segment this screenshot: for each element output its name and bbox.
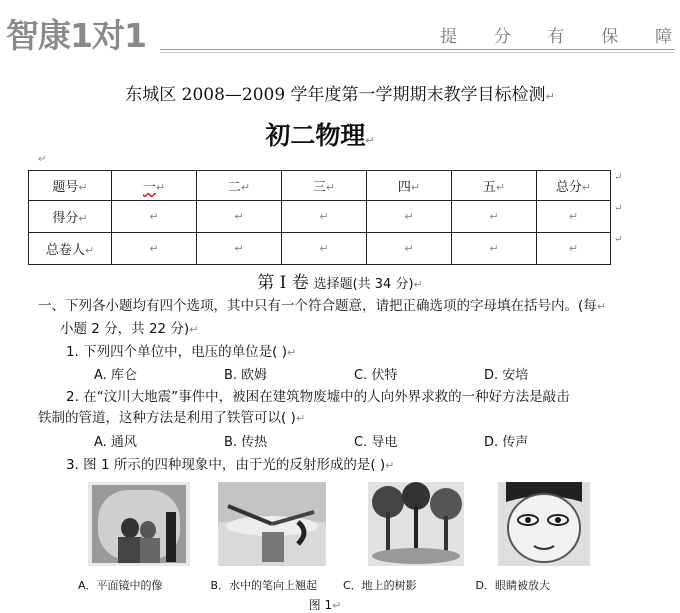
- score-cell[interactable]: ↵: [112, 201, 197, 233]
- return-mark-icon: ↵: [38, 154, 47, 165]
- score-cell[interactable]: ↵: [197, 201, 282, 233]
- option-c[interactable]: C. 导电: [354, 435, 398, 450]
- pen-in-water-photo: [218, 482, 326, 566]
- score-cell[interactable]: ↵: [112, 233, 197, 265]
- return-mark-icon: ↵: [365, 134, 375, 147]
- row-label: 总卷人↵: [29, 233, 112, 265]
- header-cell: 二↵: [197, 171, 282, 201]
- table-row-end-marks: ↵ ↵ ↵: [614, 172, 623, 245]
- header-cell: 题号↵: [29, 171, 112, 201]
- slogan-char: 保: [601, 27, 619, 47]
- header-cell: 一↵: [112, 171, 197, 201]
- header-cell: 五↵: [452, 171, 537, 201]
- slogan-char: 有: [547, 27, 565, 47]
- score-cell[interactable]: ↵: [452, 201, 537, 233]
- header-divider-secondary: [160, 52, 675, 53]
- header-cell: 总分↵: [537, 171, 611, 201]
- question-1-options: [94, 364, 614, 383]
- tree-shadow-photo: [368, 482, 464, 566]
- brand-logo: 智康1对1: [6, 16, 146, 55]
- option-d[interactable]: D. 安培: [484, 368, 529, 383]
- figure-1-images: [88, 482, 588, 566]
- instruction-line: 一、下列各小题均有四个选项，其中只有一个符合题意，请把正确选项的字母填在括号内。(每↵: [38, 298, 606, 314]
- figure-label: 图 1↵: [308, 598, 342, 612]
- caption-b: B．水中的笔向上翘起: [210, 579, 318, 592]
- score-table-header-row: [29, 171, 611, 201]
- score-cell[interactable]: ↵: [537, 233, 611, 265]
- caption-a: A．平面镜中的像: [78, 579, 163, 592]
- question-2: 2. 在“汶川大地震”事件中，被困在建筑物废墟中的人向外界求救的一种好方法是敲击: [66, 389, 570, 405]
- score-cell[interactable]: ↵: [367, 201, 452, 233]
- option-b[interactable]: B. 传热: [224, 435, 268, 450]
- section-heading: 第 I 卷 选择题(共 34 分)↵: [257, 273, 423, 293]
- score-cell[interactable]: ↵: [282, 201, 367, 233]
- score-cell[interactable]: ↵: [282, 233, 367, 265]
- header-cell: 三↵: [282, 171, 367, 201]
- instruction-line: 小题 2 分，共 22 分)↵: [60, 321, 199, 337]
- question-2-continued: 铁制的管道，这种方法是利用了铁管可以( )↵: [38, 410, 306, 426]
- slogan-char: 障: [655, 27, 672, 47]
- option-a[interactable]: A. 库仑: [94, 368, 137, 383]
- row-label: 得分↵: [29, 201, 112, 233]
- score-table-row: [29, 201, 611, 233]
- slogan: [440, 22, 672, 47]
- slogan-char: 分: [493, 27, 511, 47]
- page-header: [0, 0, 680, 56]
- figure-1-captions: [78, 577, 608, 593]
- option-b[interactable]: B. 欧姆: [224, 368, 268, 383]
- header-divider: [160, 49, 675, 50]
- score-cell[interactable]: ↵: [197, 233, 282, 265]
- question-2-options: [94, 431, 614, 450]
- slogan-char: 提: [440, 27, 457, 47]
- option-a[interactable]: A. 通风: [94, 435, 137, 450]
- magnified-eye-photo: [498, 482, 590, 566]
- score-cell[interactable]: ↵: [537, 201, 611, 233]
- question-1: 1. 下列四个单位中，电压的单位是( )↵: [66, 344, 297, 360]
- caption-c: C．地上的树影: [343, 579, 417, 592]
- header-cell: 四↵: [367, 171, 452, 201]
- option-c[interactable]: C. 伏特: [354, 368, 398, 383]
- score-cell[interactable]: ↵: [452, 233, 537, 265]
- question-3: 3. 图 1 所示的四种现象中，由于光的反射形成的是( )↵: [66, 457, 395, 473]
- caption-d: D．眼睛被放大: [475, 579, 550, 592]
- score-cell[interactable]: ↵: [367, 233, 452, 265]
- score-table: [28, 170, 611, 265]
- score-table-row: [29, 233, 611, 265]
- mirror-image-photo: [88, 482, 190, 566]
- exam-title: 东城区 2008—2009 学年度第一学期期末教学目标检测↵: [125, 85, 555, 105]
- subject-title: 初二物理↵: [265, 121, 375, 150]
- return-mark-icon: ↵: [545, 90, 555, 103]
- option-d[interactable]: D. 传声: [484, 435, 529, 450]
